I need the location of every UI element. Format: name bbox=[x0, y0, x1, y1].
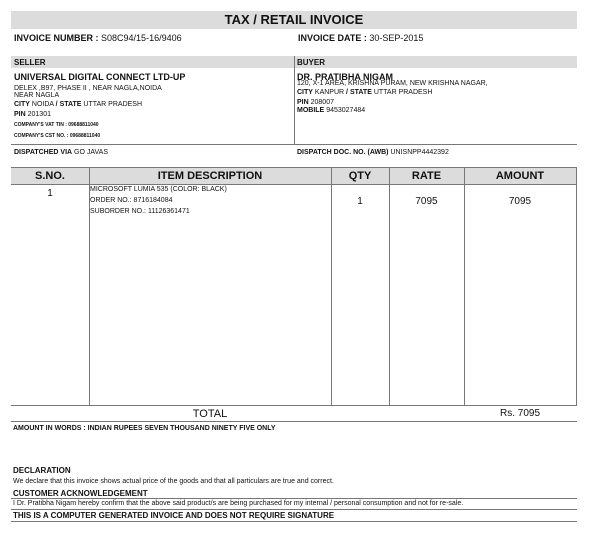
buyer-pin-label: PIN bbox=[297, 99, 309, 106]
row-amount: 7095 bbox=[508, 196, 532, 207]
dispatch-doc-label: DISPATCH DOC. NO. (AWB) bbox=[297, 149, 389, 156]
invoice-number-label: INVOICE NUMBER : bbox=[14, 33, 99, 43]
invoice-date-label: INVOICE DATE : bbox=[298, 33, 367, 43]
seller-city-label: CITY bbox=[14, 101, 30, 108]
buyer-heading: BUYER bbox=[297, 58, 326, 67]
header-qty: QTY bbox=[348, 170, 372, 182]
acknowledgement-text: I Dr. Pratibha Nigam hereby confirm that the above said product/s are being purchased for my internal / personal consumption and not for re-sale. bbox=[13, 500, 464, 507]
buyer-mobile-value: 9453027484 bbox=[326, 107, 366, 114]
seller-pin bbox=[14, 111, 51, 118]
seller-cst bbox=[14, 133, 100, 139]
amount-in-words: AMOUNT IN WORDS : INDIAN RUPEES SEVEN THOUSAND NINETY FIVE ONLY bbox=[13, 425, 276, 432]
buyer-address: 120, X-1 AREA, KRISHNA PURAM, NEW KRISHNA NAGAR, bbox=[297, 80, 488, 87]
seller-vat-label: COMPANY'S VAT TIN : bbox=[14, 122, 67, 128]
seller-address-line1: DELEX ,B97, PHASE II , NEAR NAGLA,NOIDA bbox=[14, 85, 162, 92]
table-header-rule bbox=[11, 184, 577, 185]
total-bottom-rule bbox=[11, 421, 577, 422]
invoice-date-value: 30-SEP-2015 bbox=[369, 33, 424, 43]
seller-cst-value: 09688811040 bbox=[69, 133, 101, 139]
seller-name: UNIVERSAL DIGITAL CONNECT LTD-UP bbox=[14, 72, 186, 82]
seller-state: UTTAR PRADESH bbox=[83, 101, 143, 108]
seller-heading: SELLER bbox=[14, 58, 46, 67]
buyer-state: UTTAR PRADESH bbox=[373, 89, 433, 96]
header-rate: RATE bbox=[411, 170, 442, 182]
buyer-state-label: STATE bbox=[349, 89, 372, 96]
dispatch-doc bbox=[297, 149, 449, 156]
seller-city-state bbox=[14, 101, 142, 108]
row-desc-line2: ORDER NO.: 8716184084 bbox=[90, 197, 173, 204]
buyer-name: DR. PRATIBHA NIGAM bbox=[297, 72, 393, 82]
table-top-rule bbox=[11, 167, 577, 168]
dispatch-doc-value: UNISNPP4442392 bbox=[390, 149, 449, 156]
seller-slash: / bbox=[55, 101, 58, 108]
invoice-number bbox=[14, 33, 182, 43]
seller-pin-label: PIN bbox=[14, 111, 26, 118]
footer-rule bbox=[11, 521, 577, 522]
seller-address-line2: NEAR NAGLA bbox=[14, 92, 60, 99]
buyer-pin bbox=[297, 99, 334, 106]
acknowledgement-bottom-rule bbox=[11, 509, 577, 510]
dispatch-via-value: GO JAVAS bbox=[74, 149, 109, 156]
buyer-city: KANPUR bbox=[314, 89, 345, 96]
total-top-rule bbox=[11, 405, 577, 406]
total-label: TOTAL bbox=[192, 408, 228, 420]
dispatch-top-rule bbox=[11, 144, 577, 145]
row-qty: 1 bbox=[357, 196, 363, 207]
invoice-date bbox=[298, 33, 423, 43]
buyer-pin-value: 208007 bbox=[310, 99, 334, 106]
buyer-slash: / bbox=[346, 89, 348, 96]
seller-state-label: STATE bbox=[59, 101, 82, 108]
dispatch-via bbox=[14, 149, 108, 156]
col-divider-5 bbox=[576, 167, 577, 405]
header-sno: S.NO. bbox=[35, 170, 65, 182]
seller-vat-value: 09688811040 bbox=[68, 122, 99, 128]
row-rate: 7095 bbox=[415, 196, 438, 207]
dispatch-via-label: DISPATCHED VIA bbox=[14, 149, 73, 156]
header-amount: AMOUNT bbox=[495, 170, 545, 182]
seller-pin-value: 201301 bbox=[27, 111, 51, 118]
acknowledgement-top-rule bbox=[11, 498, 577, 499]
seller-vat bbox=[14, 122, 99, 128]
party-divider bbox=[294, 56, 295, 144]
row-sno: 1 bbox=[47, 188, 53, 199]
buyer-city-state bbox=[297, 89, 432, 96]
seller-city: NOIDA bbox=[31, 101, 54, 108]
buyer-mobile-label: MOBILE bbox=[297, 107, 325, 114]
declaration-heading: DECLARATION bbox=[13, 466, 71, 475]
header-description: ITEM DESCRIPTION bbox=[157, 170, 263, 182]
acknowledgement-heading: CUSTOMER ACKNOWLEDGEMENT bbox=[13, 489, 148, 498]
buyer-city-label: CITY bbox=[297, 89, 313, 96]
declaration-text: We declare that this invoice shows actual price of the goods and that all particulars are true and correct. bbox=[13, 478, 334, 485]
row-desc-line3: SUBORDER NO.: 11126361471 bbox=[90, 208, 190, 215]
invoice-title: TAX / RETAIL INVOICE bbox=[224, 12, 364, 27]
total-value: Rs. 7095 bbox=[499, 408, 541, 419]
row-desc-line1: MICROSOFT LUMIA 535 (COLOR: BLACK) bbox=[90, 186, 227, 193]
invoice-number-value: S08C94/15-16/9406 bbox=[101, 33, 182, 43]
computer-generated-note: THIS IS A COMPUTER GENERATED INVOICE AND DOES NOT REQUIRE SIGNATURE bbox=[13, 511, 335, 520]
buyer-mobile bbox=[297, 107, 365, 114]
seller-cst-label: COMPANY'S CST NO. : bbox=[14, 133, 69, 139]
